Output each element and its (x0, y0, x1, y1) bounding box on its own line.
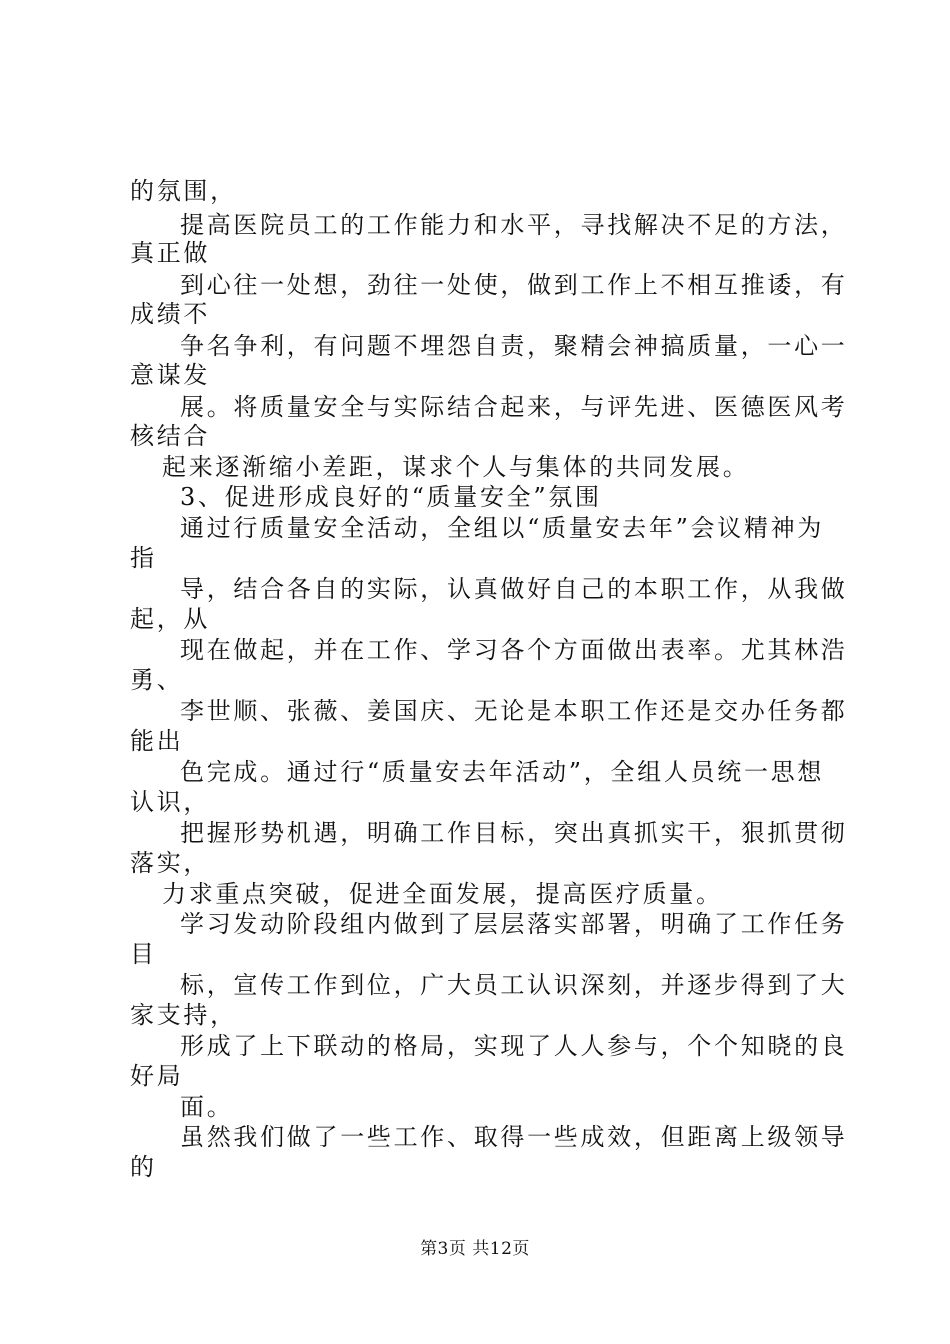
text-line: 把握形势机遇，明确工作目标，突出真抓实干，狠抓贯彻 (180, 819, 848, 847)
text-line: 通过行质量安全活动，全组以“质量安去年”会议精神为 (180, 514, 825, 542)
text-line: 核结合 (130, 422, 211, 450)
text-line: 李世顺、张薇、姜国庆、无论是本职工作还是交办任务都 (180, 697, 848, 725)
text-line: 面。 (180, 1093, 234, 1121)
text-line: 能出 (130, 727, 184, 755)
text-line: 意谋发 (130, 361, 211, 389)
text-line: 认识， (130, 788, 211, 816)
text-line: 勇、 (130, 666, 184, 694)
text-line: 家支持， (130, 1001, 237, 1029)
text-line: 起来逐渐缩小差距，谋求个人与集体的共同发展。 (162, 453, 750, 481)
text-line: 导，结合各自的实际，认真做好自己的本职工作，从我做 (180, 575, 848, 603)
text-line: 的氛围， (130, 177, 237, 205)
text-line: 展。将质量安全与实际结合起来，与评先进、医德医风考 (180, 393, 848, 421)
text-line: 成绩不 (130, 300, 211, 328)
text-line: 真正做 (130, 239, 211, 267)
section-heading: 3、促进形成良好的“质量安全”氛围 (180, 483, 602, 511)
text-line: 指 (130, 544, 157, 572)
text-line: 学习发动阶段组内做到了层层落实部署，明确了工作任务 (180, 910, 848, 938)
text-line: 落实， (130, 849, 211, 877)
text-line: 虽然我们做了一些工作、取得一些成效，但距离上级领导 (180, 1123, 848, 1151)
text-line: 起，从 (130, 605, 211, 633)
text-line: 到心往一处想，劲往一处使，做到工作上不相互推诿，有 (180, 271, 848, 299)
text-line: 色完成。通过行“质量安去年活动”，全组人员统一思想 (180, 758, 825, 786)
page-number-footer: 第3页 共12页 (420, 1239, 530, 1259)
text-line: 目 (130, 940, 157, 968)
text-line: 好局 (130, 1062, 184, 1090)
text-line: 标，宣传工作到位，广大员工认识深刻，并逐步得到了大 (180, 971, 848, 999)
text-line: 争名争利，有问题不埋怨自责，聚精会神搞质量，一心一 (180, 332, 848, 360)
text-line: 形成了上下联动的格局，实现了人人参与，个个知晓的良 (180, 1032, 848, 1060)
text-line: 的 (130, 1153, 157, 1181)
text-line: 力求重点突破，促进全面发展，提高医疗质量。 (162, 880, 723, 908)
text-line: 提高医院员工的工作能力和水平，寻找解决不足的方法， (180, 211, 848, 239)
text-line: 现在做起，并在工作、学习各个方面做出表率。尤其林浩 (180, 636, 848, 664)
